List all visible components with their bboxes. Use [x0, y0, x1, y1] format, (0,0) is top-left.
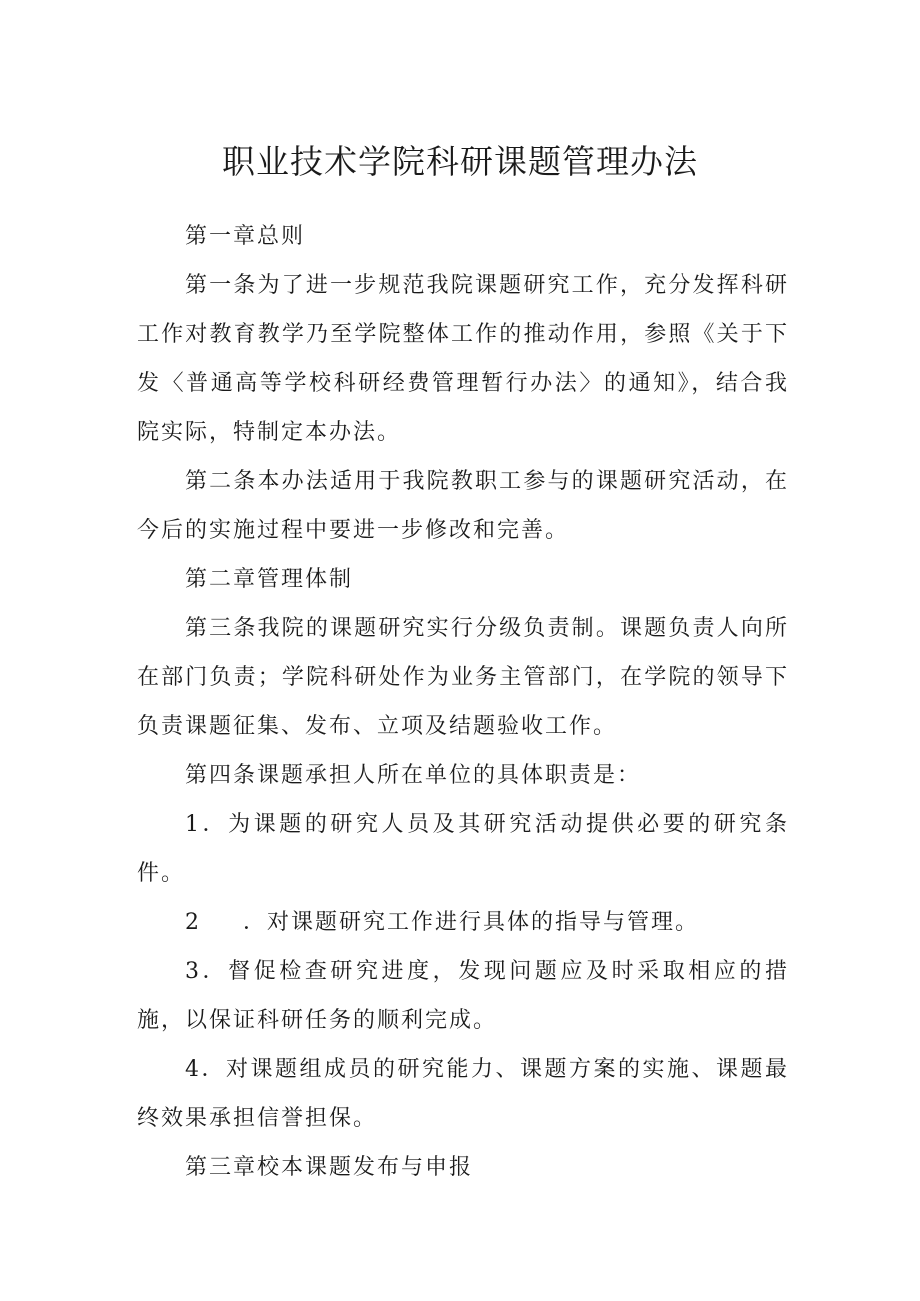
chapter-1-heading: 第一章总则 — [185, 224, 306, 249]
list-item-3: 3．督促检查研究进度，发现问题应及时采取相应的措施，以保证科研任务的顺利完成。 — [137, 959, 789, 1033]
article-1: 第一条为了进一步规范我院课题研究工作，充分发挥科研工作对教育教学乃至学院整体工作的推动作用，参照《关于下发〈普通高等学校科研经费管理暂行办法〉的通知》，结合我院实际，特制定本办法。 — [137, 273, 789, 445]
list-item-4: 4．对课题组成员的研究能力、课题方案的实施、课题最终效果承担信誉担保。 — [137, 1057, 789, 1131]
article-3: 第三条我院的课题研究实行分级负责制。课题负责人向所在部门负责；学院科研处作为业务主管部门，在学院的领导下负责课题征集、发布、立项及结题验收工作。 — [137, 616, 789, 739]
chapter-3-heading: 第三章校本课题发布与申报 — [185, 1155, 474, 1180]
article-2: 第二条本办法适用于我院教职工参与的课题研究活动，在今后的实施过程中要进一步修改和完善。 — [137, 469, 789, 543]
list-item-1: 1．为课题的研究人员及其研究活动提供必要的研究条件。 — [137, 812, 789, 886]
chapter-2-heading: 第二章管理体制 — [185, 567, 354, 592]
document-body — [137, 212, 789, 1192]
article-4: 第四条课题承担人所在单位的具体职责是： — [185, 763, 642, 788]
list-item-2-text: ．对课题研究工作进行具体的指导与管理。 — [243, 910, 700, 935]
list-item-2-number: 2 — [185, 910, 201, 935]
list-item-2 — [137, 898, 789, 947]
document-title: 职业技术学院科研课题管理办法 — [222, 142, 698, 181]
